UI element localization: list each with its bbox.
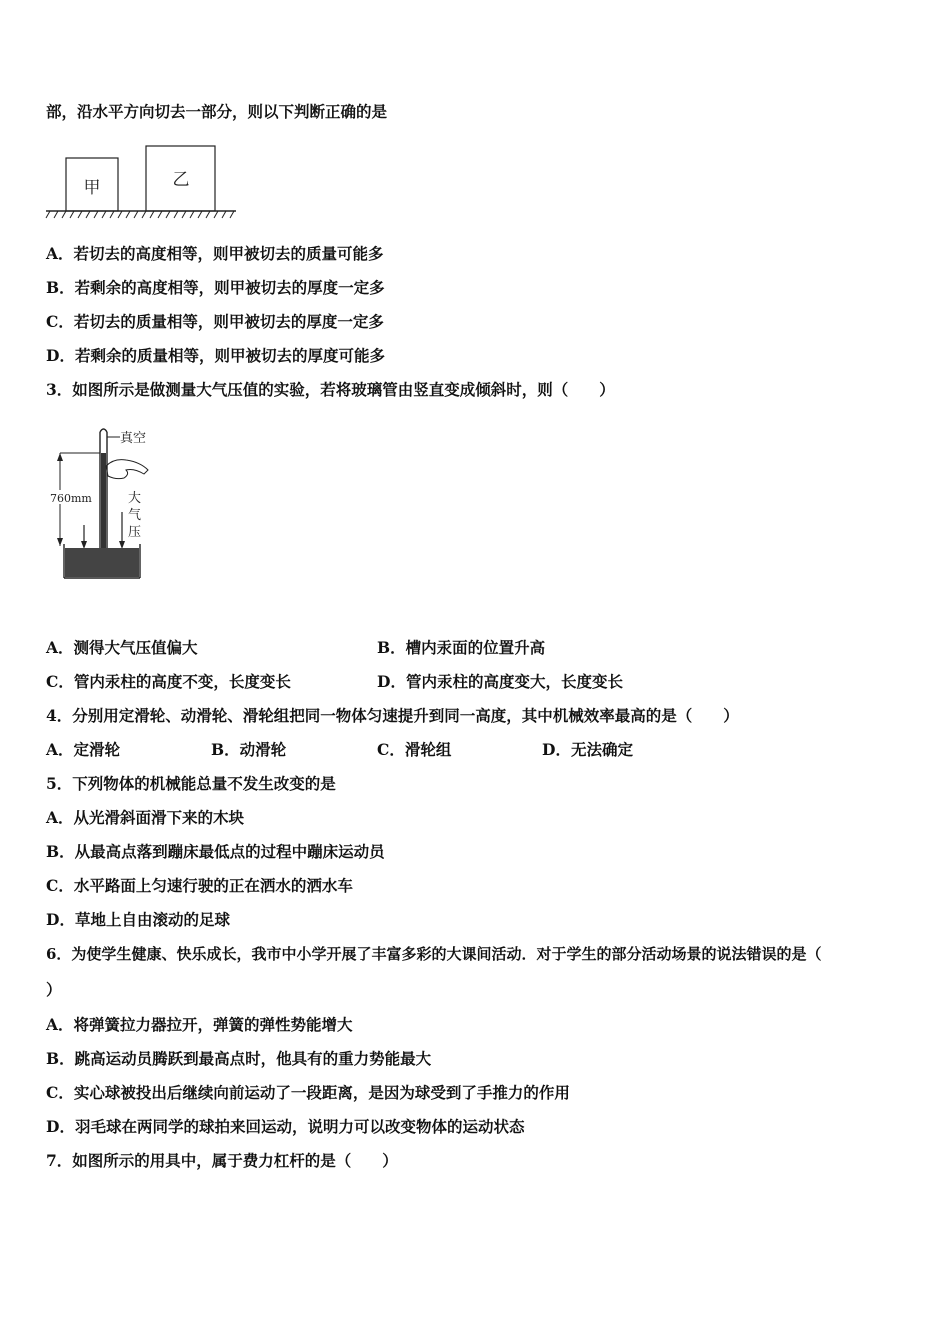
mercury-column — [101, 453, 106, 548]
vacuum-label: 真空 — [120, 431, 147, 446]
q5-option-b: B．从最高点落到蹦床最低点的过程中蹦床运动员 — [46, 842, 385, 861]
q5-option-c: C．水平路面上匀速行驶的正在洒水的洒水车 — [46, 876, 353, 895]
hand-icon — [106, 460, 148, 479]
q5-option-a: A．从光滑斜面滑下来的木块 — [46, 808, 245, 827]
q6-stem-line2: ） — [46, 980, 62, 999]
pressure-label-2: 气 — [128, 508, 142, 523]
q4-option-a: A．定滑轮 — [46, 740, 121, 759]
q4-stem: 4．分别用定滑轮、动滑轮、滑轮组把同一物体匀速提升到同一高度，其中机械效率最高的是（ ） — [46, 706, 739, 725]
q3-option-d: D．管内汞柱的高度变大，长度变长 — [377, 672, 623, 691]
q3-figure-barometer — [44, 420, 164, 585]
q2-option-a: A．若切去的高度相等，则甲被切去的质量可能多 — [46, 244, 384, 263]
q4-option-c: C．滑轮组 — [377, 740, 452, 759]
block-jia-label: 甲 — [83, 178, 101, 198]
mercury-trough — [65, 548, 139, 577]
q3-option-a: A．测得大气压值偏大 — [46, 638, 198, 657]
ground-hatching — [46, 211, 234, 218]
q2-figure-blocks — [44, 143, 238, 223]
q6-option-a: A．将弹簧拉力器拉开，弹簧的弹性势能增大 — [46, 1015, 353, 1034]
q5-stem: 5．下列物体的机械能总量不发生改变的是 — [46, 774, 336, 793]
q5-option-d: D．草地上自由滚动的足球 — [46, 910, 230, 929]
q6-option-b: B．跳高运动员腾跃到最高点时，他具有的重力势能最大 — [46, 1049, 432, 1068]
q2-option-c: C．若切去的质量相等，则甲被切去的厚度一定多 — [46, 312, 384, 331]
q3-stem: 3．如图所示是做测量大气压值的实验，若将玻璃管由竖直变成倾斜时，则（ ） — [46, 380, 615, 399]
q6-option-c: C．实心球被投出后继续向前运动了一段距离，是因为球受到了手推力的作用 — [46, 1083, 570, 1102]
q2-option-b: B．若剩余的高度相等，则甲被切去的厚度一定多 — [46, 278, 385, 297]
q2-option-d: D．若剩余的质量相等，则甲被切去的厚度可能多 — [46, 346, 385, 365]
block-yi-label: 乙 — [172, 170, 190, 190]
q4-option-b: B．动滑轮 — [211, 740, 287, 759]
q6-stem-line1: 6．为使学生健康、快乐成长，我市中小学开展了丰富多彩的大课间活动．对于学生的部分活动场景的说法错误的是（ — [46, 945, 822, 963]
q2-stem-tail: 部，沿水平方向切去一部分，则以下判断正确的是 — [46, 102, 388, 121]
pressure-label-1: 大 — [128, 491, 142, 506]
q7-stem: 7．如图所示的用具中，属于费力杠杆的是（ ） — [46, 1151, 398, 1170]
pressure-label-3: 压 — [128, 525, 142, 540]
q3-option-c: C．管内汞柱的高度不变，长度变长 — [46, 672, 291, 691]
q6-option-d: D．羽毛球在两同学的球拍来回运动，说明力可以改变物体的运动状态 — [46, 1117, 525, 1136]
q3-option-b: B．槽内汞面的位置升高 — [377, 638, 546, 657]
height-label: 760mm — [50, 492, 92, 505]
q4-option-d: D．无法确定 — [542, 740, 633, 759]
